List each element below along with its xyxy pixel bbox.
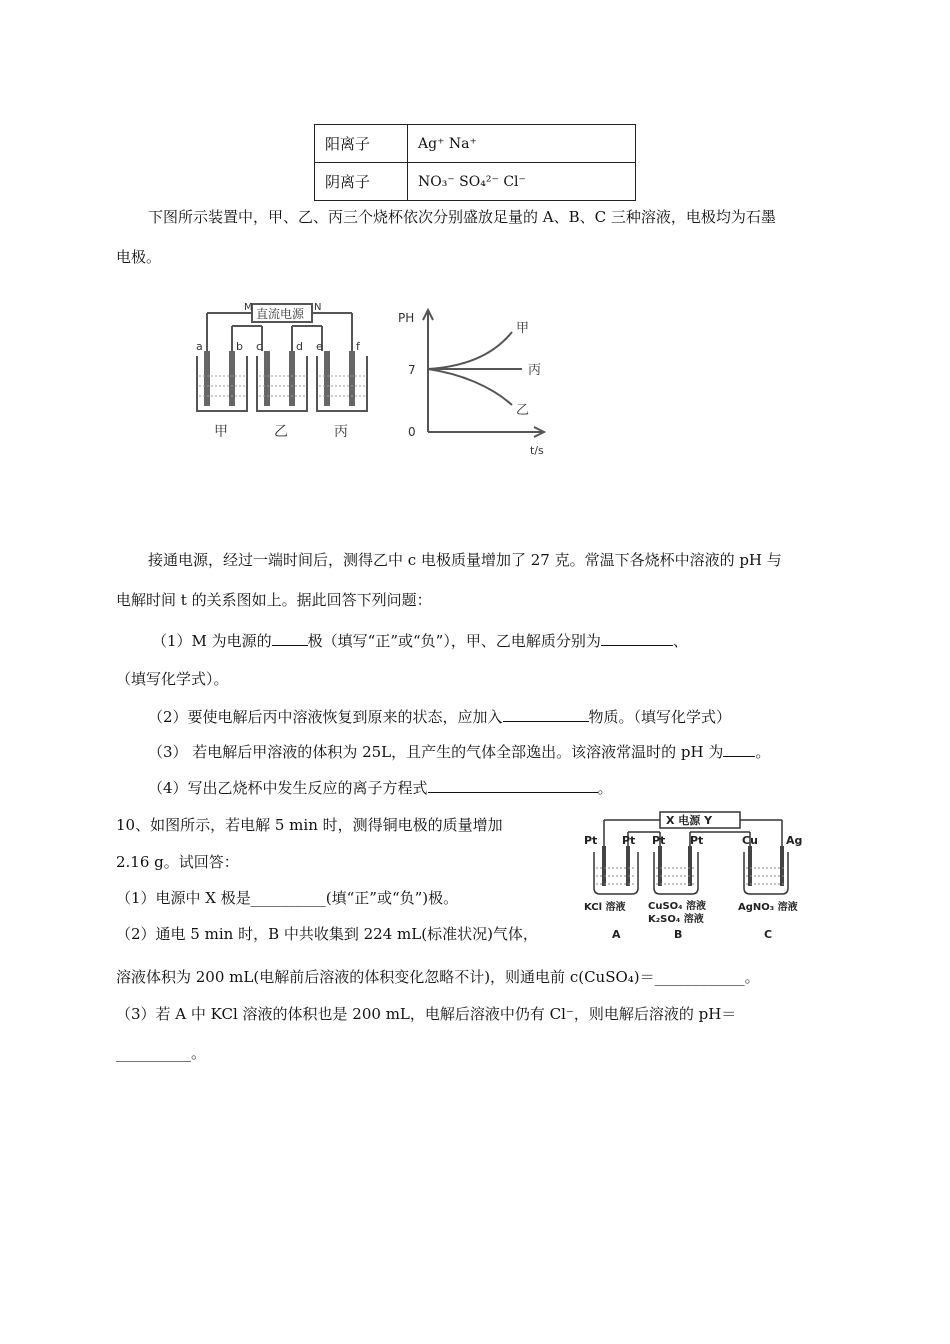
row2-values: NO₃⁻ SO₄²⁻ Cl⁻ — [408, 163, 636, 201]
beaker-label-jia: 甲 — [214, 424, 228, 440]
solution-b-2: K₂SO₄ 溶液 — [648, 914, 704, 925]
problem-10-line-2: 2.16 g。试回答： — [116, 853, 239, 871]
q3-text-a: （3） 若电解后甲溶液的体积为 25L，且产生的气体全部逸出。该溶液常温时的 pH 为 — [148, 743, 724, 761]
electrolysis-apparatus-figure — [192, 296, 382, 446]
y-tick-7: 7 — [408, 363, 416, 377]
question-3 — [148, 741, 770, 762]
ion-table — [314, 124, 636, 201]
y-tick-0: 0 — [408, 425, 416, 439]
electrode-pt-4: Pt — [690, 834, 704, 847]
electrode-c: c — [256, 340, 263, 353]
electrode-cu: Cu — [742, 834, 758, 847]
q4-text-b: 。 — [597, 779, 613, 797]
cell-label-a: A — [612, 928, 621, 941]
row2-label: 阴离子 — [315, 163, 408, 201]
electrode-e: e — [316, 340, 323, 353]
problem-10-line-1: 10、如图所示，若电解 5 min 时，测得铜电极的质量增加 — [116, 816, 503, 834]
y-axis-label: PH — [398, 311, 415, 325]
problem-10-q3-cont: __________。 — [116, 1044, 207, 1062]
ph-time-graph — [392, 302, 562, 462]
beaker-label-bing: 丙 — [334, 424, 348, 440]
beaker-a — [594, 852, 638, 894]
electrode-b: b — [236, 340, 243, 353]
curve-label-yi: 乙 — [516, 403, 530, 418]
solution-a: KCl 溶液 — [584, 902, 626, 913]
electrode-pt-3: Pt — [652, 834, 666, 847]
problem-10-q2-cont: 溶液体积为 200 mL(电解前后溶液的体积变化忽略不计)，则通电前 c(CuSO₄)＝____________。 — [116, 968, 760, 986]
solution-b-1: CuSO₄ 溶液 — [648, 901, 707, 912]
terminal-n: N — [314, 302, 322, 313]
q1-text-a: （1）M 为电源的 — [152, 632, 272, 650]
problem-10-q1: （1）电源中 X 极是__________(填“正”或“负”)极。 — [116, 889, 459, 907]
answer-blank — [503, 707, 589, 722]
power-label: 直流电源 — [256, 307, 305, 321]
curve-label-bing: 丙 — [528, 363, 542, 378]
question-2 — [148, 706, 731, 727]
question-4 — [148, 777, 613, 798]
para1-line-1: 接通电源，经过一端时间后，测得乙中 c 电极质量增加了 27 克。常温下各烧杯中溶液的 pH 与 — [148, 551, 782, 569]
row1-values: Ag⁺ Na⁺ — [408, 125, 636, 163]
answer-blank — [428, 778, 598, 793]
curve-yi — [428, 369, 512, 405]
answer-blank — [601, 631, 673, 646]
answer-blank — [272, 631, 308, 646]
table-row — [315, 125, 636, 163]
intro-line-1: 下图所示装置中，甲、乙、丙三个烧杯依次分别盛放足量的 A、B、C 三种溶液，电极均为石墨 — [148, 208, 776, 226]
terminal-m: M — [244, 302, 253, 313]
q1-text-b: 极（填写“正”或“负”），甲、乙电解质分别为 — [307, 632, 601, 650]
q1-text-c: 、 — [672, 632, 688, 650]
table-row — [315, 163, 636, 201]
para1-line-2: 电解时间 t 的关系图如上。据此回答下列问题： — [116, 591, 432, 609]
q2-text-b: 物质。（填写化学式） — [588, 708, 732, 726]
problem-10-q3: （3）若 A 中 KCl 溶液的体积也是 200 mL，电解后溶液中仍有 Cl⁻，则电解后溶液的 pH＝ — [116, 1005, 737, 1023]
three-cell-figure — [582, 810, 822, 945]
q4-text-a: （4）写出乙烧杯中发生反应的离子方程式 — [148, 779, 428, 797]
electrode-d: d — [296, 340, 303, 353]
solution-c: AgNO₃ 溶液 — [738, 902, 798, 913]
x-axis-label: t/s — [530, 444, 544, 457]
curve-label-jia: 甲 — [516, 321, 530, 336]
electrode-ag: Ag — [786, 834, 803, 847]
electrode-pt-1: Pt — [584, 834, 598, 847]
electrode-a: a — [196, 340, 203, 353]
row1-label: 阳离子 — [315, 125, 408, 163]
answer-blank — [723, 742, 755, 757]
cell-label-c: C — [764, 928, 773, 941]
cell-label-b: B — [674, 928, 683, 941]
xy-power-label: X 电源 Y — [666, 814, 713, 827]
electrode-f: f — [356, 340, 360, 353]
problem-10-q2: （2）通电 5 min 时，B 中共收集到 224 mL(标准状况)气体， — [116, 925, 538, 943]
question-1-cont: （填写化学式）。 — [116, 670, 229, 688]
intro-line-2: 电极。 — [116, 248, 162, 266]
question-1 — [152, 630, 688, 651]
q3-text-b: 。 — [755, 743, 771, 761]
curve-jia — [428, 332, 512, 369]
beaker-label-yi: 乙 — [274, 424, 288, 440]
q2-text-a: （2）要使电解后丙中溶液恢复到原来的状态，应加入 — [148, 708, 503, 726]
electrode-pt-2: Pt — [622, 834, 636, 847]
